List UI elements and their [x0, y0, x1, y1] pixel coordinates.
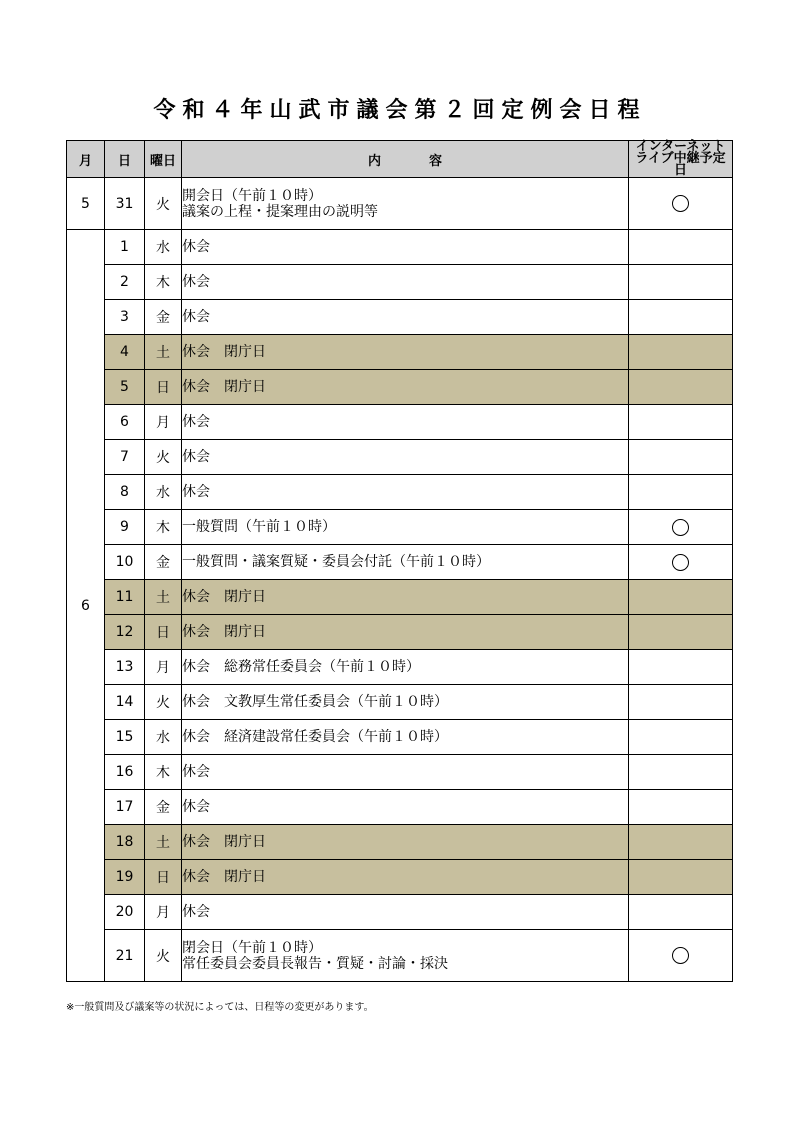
content-cell [182, 545, 629, 580]
content-cell [182, 825, 629, 860]
weekday-cell: 月 [145, 895, 182, 930]
circle-mark-icon [672, 519, 689, 536]
live-stream-cell [629, 755, 733, 790]
live-stream-cell [629, 230, 733, 265]
day-cell: 6 [105, 405, 145, 440]
content-cell [182, 230, 629, 265]
content-cell [182, 405, 629, 440]
day-cell: 12 [105, 615, 145, 650]
circle-mark-icon [672, 554, 689, 571]
day-cell: 4 [105, 335, 145, 370]
live-stream-cell [629, 580, 733, 615]
content-cell [182, 755, 629, 790]
content-line: 一般質問（午前１０時） [182, 519, 336, 535]
live-stream-cell [629, 335, 733, 370]
header-content: 内容 [182, 141, 629, 178]
weekday-cell: 日 [145, 615, 182, 650]
table-row [67, 265, 733, 300]
live-stream-cell [629, 440, 733, 475]
weekday-cell: 金 [145, 300, 182, 335]
content-line: 一般質問・議案質疑・委員会付託（午前１０時） [182, 554, 490, 570]
weekday-cell: 火 [145, 930, 182, 982]
content-cell [182, 930, 629, 982]
table-row [67, 755, 733, 790]
live-stream-cell [629, 300, 733, 335]
header-weekday: 曜日 [145, 141, 182, 178]
content-line: 休会 閉庁日 [182, 624, 266, 640]
content-line: 休会 閉庁日 [182, 344, 266, 360]
content-line: 休会 [182, 414, 210, 430]
table-row [67, 230, 733, 265]
circle-mark-icon [672, 195, 689, 212]
content-line: 休会 [182, 274, 210, 290]
table-header-row [67, 141, 733, 178]
day-cell: 18 [105, 825, 145, 860]
day-cell: 14 [105, 685, 145, 720]
content-line: 閉会日（午前１０時） [182, 939, 322, 956]
weekday-cell: 日 [145, 370, 182, 405]
content-cell [182, 370, 629, 405]
content-cell [182, 790, 629, 825]
day-cell: 16 [105, 755, 145, 790]
content-line: 休会 経済建設常任委員会（午前１０時） [182, 729, 448, 745]
content-cell [182, 615, 629, 650]
live-stream-cell [629, 178, 733, 230]
content-line: 常任委員会委員長報告・質疑・討論・採決 [182, 955, 448, 972]
weekday-cell: 金 [145, 790, 182, 825]
content-cell [182, 178, 629, 230]
live-stream-cell [629, 895, 733, 930]
table-row [67, 178, 733, 230]
content-line: 休会 [182, 309, 210, 325]
live-stream-cell [629, 615, 733, 650]
weekday-cell: 木 [145, 510, 182, 545]
live-stream-cell [629, 265, 733, 300]
table-row [67, 615, 733, 650]
content-cell [182, 510, 629, 545]
day-cell: 19 [105, 860, 145, 895]
weekday-cell: 金 [145, 545, 182, 580]
content-cell [182, 475, 629, 510]
content-line: 休会 [182, 239, 210, 255]
weekday-cell: 水 [145, 720, 182, 755]
content-cell [182, 300, 629, 335]
live-stream-cell [629, 720, 733, 755]
weekday-cell: 土 [145, 825, 182, 860]
circle-mark-icon [672, 947, 689, 964]
day-cell: 8 [105, 475, 145, 510]
table-row [67, 440, 733, 475]
live-stream-cell [629, 545, 733, 580]
day-cell: 9 [105, 510, 145, 545]
weekday-cell: 月 [145, 650, 182, 685]
table-row [67, 720, 733, 755]
day-cell: 3 [105, 300, 145, 335]
weekday-cell: 日 [145, 860, 182, 895]
day-cell: 31 [105, 178, 145, 230]
table-row [67, 510, 733, 545]
day-cell: 17 [105, 790, 145, 825]
live-stream-cell [629, 825, 733, 860]
day-cell: 10 [105, 545, 145, 580]
month-cell: 6 [67, 230, 105, 982]
weekday-cell: 木 [145, 265, 182, 300]
table-row [67, 545, 733, 580]
table-row [67, 300, 733, 335]
month-cell: 5 [67, 178, 105, 230]
content-line: 休会 閉庁日 [182, 589, 266, 605]
footnote: ※一般質問及び議案等の状況によっては、日程等の変更があります。 [66, 1002, 374, 1013]
content-line: 休会 文教厚生常任委員会（午前１０時） [182, 694, 448, 710]
weekday-cell: 水 [145, 230, 182, 265]
live-stream-cell [629, 510, 733, 545]
day-cell: 20 [105, 895, 145, 930]
table-row [67, 930, 733, 982]
content-line: 休会 [182, 799, 210, 815]
header-month: 月 [67, 141, 105, 178]
day-cell: 1 [105, 230, 145, 265]
content-line: 休会 閉庁日 [182, 379, 266, 395]
live-stream-cell [629, 790, 733, 825]
table-row [67, 825, 733, 860]
content-cell [182, 720, 629, 755]
day-cell: 21 [105, 930, 145, 982]
day-cell: 2 [105, 265, 145, 300]
content-cell [182, 335, 629, 370]
content-cell [182, 440, 629, 475]
weekday-cell: 火 [145, 440, 182, 475]
content-line: 開会日（午前１０時） [182, 187, 322, 204]
content-line: 休会 [182, 904, 210, 920]
table-row [67, 860, 733, 895]
content-line: 休会 閉庁日 [182, 869, 266, 885]
day-cell: 7 [105, 440, 145, 475]
content-cell [182, 265, 629, 300]
day-cell: 15 [105, 720, 145, 755]
live-stream-cell [629, 860, 733, 895]
live-stream-cell [629, 930, 733, 982]
weekday-cell: 火 [145, 685, 182, 720]
table-row [67, 650, 733, 685]
content-cell [182, 650, 629, 685]
table-row [67, 895, 733, 930]
content-line: 休会 総務常任委員会（午前１０時） [182, 659, 420, 675]
weekday-cell: 水 [145, 475, 182, 510]
live-stream-cell [629, 650, 733, 685]
table-row [67, 370, 733, 405]
content-cell [182, 580, 629, 615]
day-cell: 5 [105, 370, 145, 405]
header-day: 日 [105, 141, 145, 178]
table-row [67, 685, 733, 720]
content-line: 休会 [182, 449, 210, 465]
table-row [67, 580, 733, 615]
content-cell [182, 895, 629, 930]
live-stream-cell [629, 405, 733, 440]
live-stream-cell [629, 685, 733, 720]
table-row [67, 475, 733, 510]
content-line: 休会 [182, 484, 210, 500]
weekday-cell: 火 [145, 178, 182, 230]
content-line: 議案の上程・提案理由の説明等 [182, 203, 378, 220]
content-cell [182, 860, 629, 895]
table-row [67, 790, 733, 825]
schedule-table [66, 140, 733, 982]
weekday-cell: 月 [145, 405, 182, 440]
header-live-stream: インターネット ライブ中継予定日 [629, 141, 733, 178]
live-stream-cell [629, 475, 733, 510]
content-line: 休会 閉庁日 [182, 834, 266, 850]
day-cell: 13 [105, 650, 145, 685]
page-title: 令和４年山武市議会第２回定例会日程 [153, 98, 647, 123]
weekday-cell: 土 [145, 580, 182, 615]
day-cell: 11 [105, 580, 145, 615]
weekday-cell: 木 [145, 755, 182, 790]
table-row [67, 405, 733, 440]
content-line: 休会 [182, 764, 210, 780]
table-row [67, 335, 733, 370]
content-cell [182, 685, 629, 720]
weekday-cell: 土 [145, 335, 182, 370]
live-stream-cell [629, 370, 733, 405]
